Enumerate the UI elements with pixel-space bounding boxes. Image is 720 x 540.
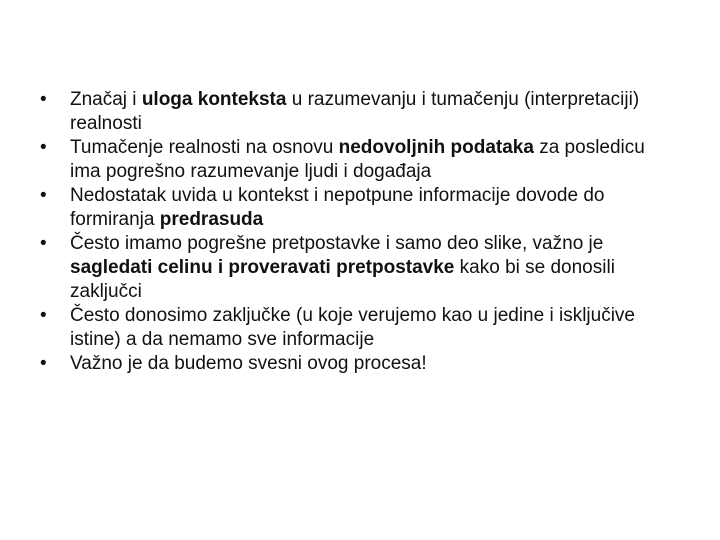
text-segment: Često imamo pogrešne pretpostavke i samo deo slike, važno je: [70, 233, 604, 254]
bullet-item: [40, 232, 680, 304]
bullet-item: [40, 136, 680, 184]
bullet-text: [70, 353, 427, 374]
bullet-dot-icon: •: [40, 137, 47, 158]
text-segment: za posledicu ima pogrešno razumevanje ljudi i događaja: [70, 137, 645, 182]
bullet-text: [70, 185, 604, 230]
text-segment: kako bi se donosili zaključci: [70, 257, 615, 302]
bullet-list: [40, 88, 680, 376]
bullet-dot-icon: •: [40, 353, 47, 374]
bullet-dot-icon: •: [40, 305, 47, 326]
text-segment: Tumačenje realnosti na osnovu: [70, 137, 339, 158]
bold-text-segment: predrasuda: [159, 209, 264, 230]
bold-text-segment: nedovoljnih podataka: [338, 137, 534, 158]
text-segment: Često donosimo zaključke (u koje verujemo kao u jedine i isključive istine) a da nemamo sve informacije: [70, 305, 635, 350]
bullet-item: [40, 88, 680, 136]
bullet-item: [40, 352, 680, 376]
bullet-dot-icon: •: [40, 233, 47, 254]
text-segment: Značaj i: [70, 89, 142, 110]
bullet-item: [40, 304, 680, 352]
text-segment: Nedostatak uvida u kontekst i nepotpune informacije dovode do formiranja: [70, 185, 605, 230]
bold-text-segment: sagledati celinu i proveravati pretpostavke: [70, 257, 455, 278]
bullet-text: [70, 89, 639, 134]
bullet-dot-icon: •: [40, 89, 47, 110]
bold-text-segment: uloga konteksta: [141, 89, 287, 110]
bullet-text: [70, 305, 635, 350]
bullet-dot-icon: •: [40, 185, 47, 206]
text-segment: Važno je da budemo svesni ovog procesa!: [70, 353, 427, 374]
text-segment: u razumevanju i tumačenju (interpretaciji) realnosti: [70, 89, 640, 134]
bullet-text: [70, 233, 615, 302]
bullet-text: [70, 137, 645, 182]
bullet-item: [40, 184, 680, 232]
